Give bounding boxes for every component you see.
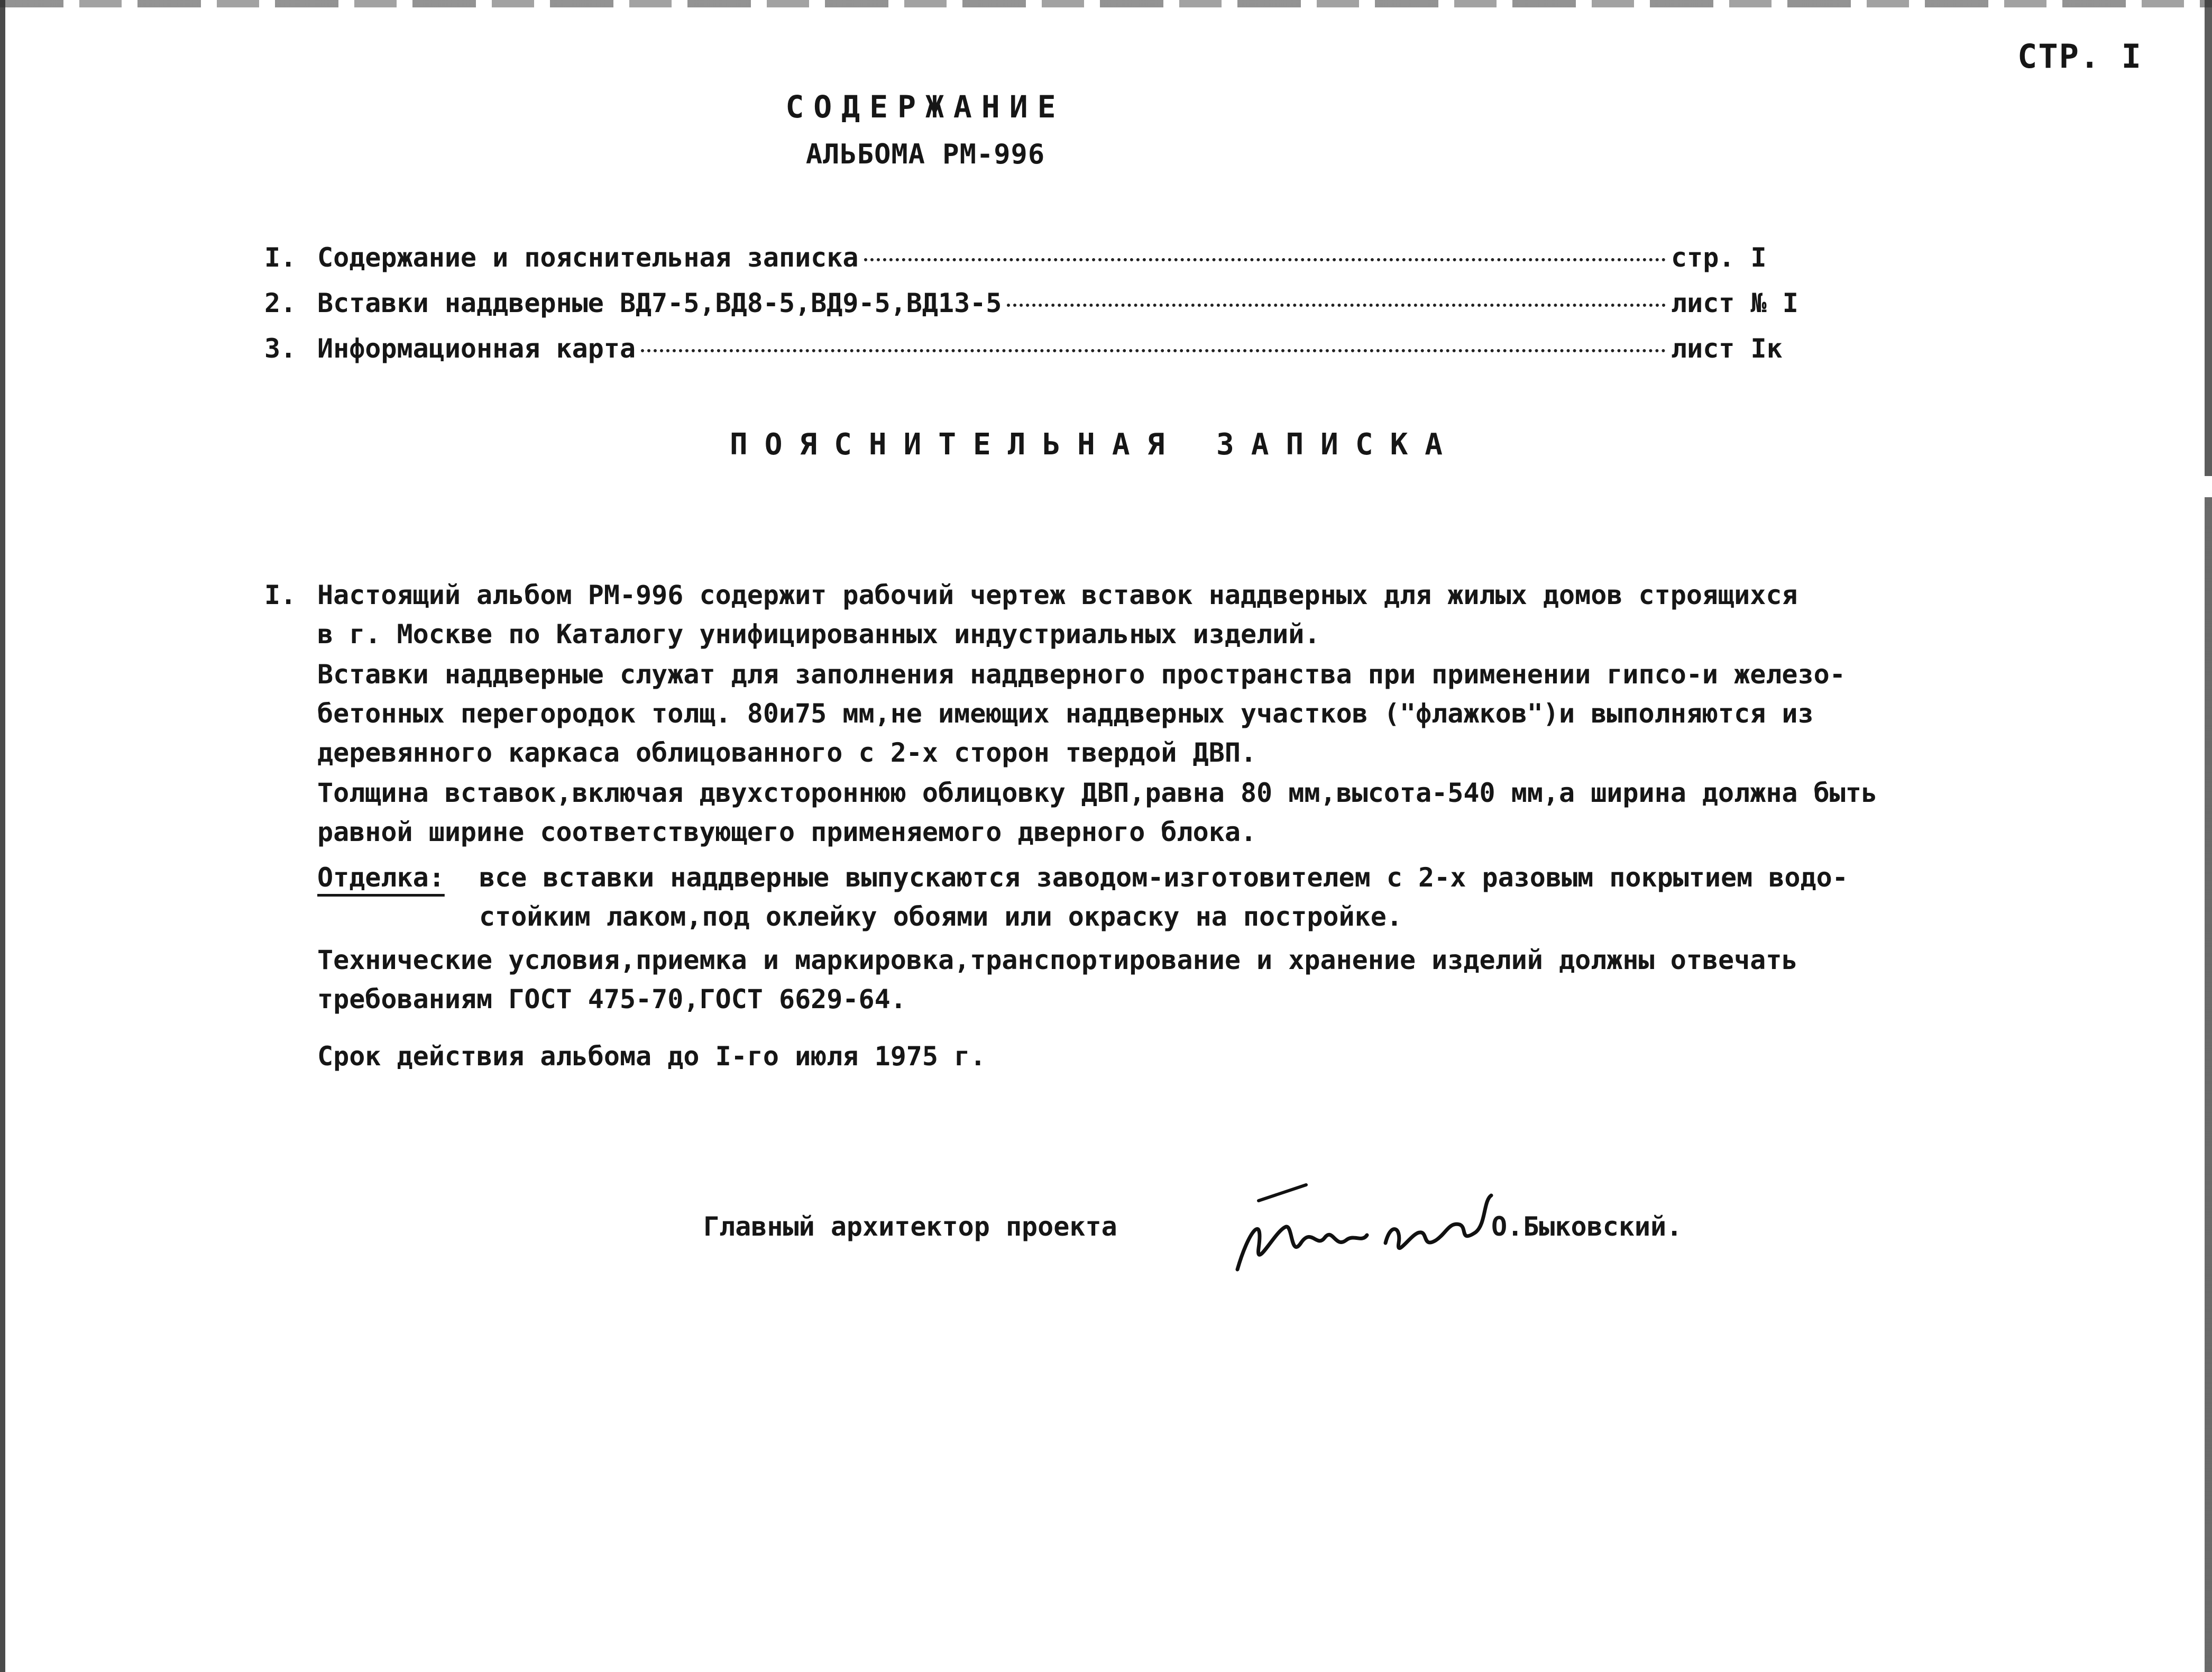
paragraph-purpose	[317, 655, 1846, 772]
finish-label: Отделка:	[317, 862, 445, 893]
handwritten-signature	[1227, 1169, 1502, 1291]
scan-edge-right	[2205, 0, 2212, 1672]
text-line: Вставки наддверные служат для заполнения наддверного пространства при применении гипсо-и железо-	[317, 659, 1846, 690]
text-line: Настоящий альбом РМ-996 содержит рабочий чертеж вставок наддверных для жилых домов строящихся	[317, 580, 1798, 610]
paragraph-intro	[317, 575, 1798, 654]
paragraph-specifications	[317, 940, 1798, 1019]
text-line: все вставки наддверные выпускаются заводом-изготовителем с 2-х разовым покрытием водо-	[479, 862, 1848, 893]
paragraph-finish	[479, 858, 1848, 936]
contents-row-ref: лист Iк	[1671, 333, 1783, 364]
text-line: Технические условия,приемка и маркировка,транспортирование и хранение изделий должны отвечать	[317, 945, 1798, 975]
contents-leader-dots	[641, 349, 1666, 352]
contents-row-number: I.	[264, 242, 297, 273]
note-heading: ПОЯСНИТЕЛЬНАЯ ЗАПИСКА	[730, 427, 1460, 462]
contents-row-number: 2.	[264, 288, 297, 318]
contents-row-number: 3.	[264, 333, 297, 364]
text-line: требованиям ГОСТ 475-70,ГОСТ 6629-64.	[317, 984, 906, 1015]
scan-edge-top	[0, 0, 2212, 7]
document-title: СОДЕРЖАНИЕ	[785, 89, 1066, 125]
contents-leader-dots	[864, 258, 1666, 261]
contents-row-text: Информационная карта	[317, 333, 636, 364]
contents-row-ref: стр. I	[1671, 242, 1767, 273]
contents-row-text: Содержание и пояснительная записка	[317, 242, 859, 273]
page-number: СТР. I	[2017, 37, 2142, 76]
contents-row	[264, 242, 1830, 280]
scan-edge-left	[0, 0, 5, 1672]
signature-title: Главный архитектор проекта	[703, 1211, 1117, 1242]
item-number: I.	[264, 580, 297, 610]
text-line: равной ширине соответствующего применяемого дверного блока.	[317, 817, 1257, 847]
text-line: стойким лаком,под оклейку обоями или окраску на постройке.	[479, 901, 1402, 932]
paragraph-dimensions	[317, 773, 1877, 852]
text-line: деревянного каркаса облицованного с 2-х сторон твердой ДВП.	[317, 737, 1257, 768]
contents-row-text: Вставки наддверные ВД7-5,ВД8-5,ВД9-5,ВД13-5	[317, 288, 1002, 318]
text-line: Толщина вставок,включая двухстороннюю облицовку ДВП,равна 80 мм,высота-540 мм,а ширина должна быть	[317, 778, 1878, 808]
document-subtitle: АЛЬБОМА РМ-996	[805, 139, 1045, 170]
text-line: в г. Москве по Каталогу унифицированных индустриальных изделий.	[317, 619, 1320, 650]
signature-name: О.Быковский.	[1491, 1211, 1683, 1242]
contents-row-ref: лист № I	[1671, 288, 1798, 318]
text-line: бетонных перегородок толщ. 80и75 мм,не имеющих наддверных участков ("флажков")и выполняются из	[317, 698, 1814, 729]
contents-leader-dots	[1007, 304, 1666, 307]
contents-row	[264, 333, 1830, 371]
paragraph-validity: Срок действия альбома до I-го июля 1975 г.	[317, 1041, 986, 1072]
contents-row	[264, 288, 1830, 326]
